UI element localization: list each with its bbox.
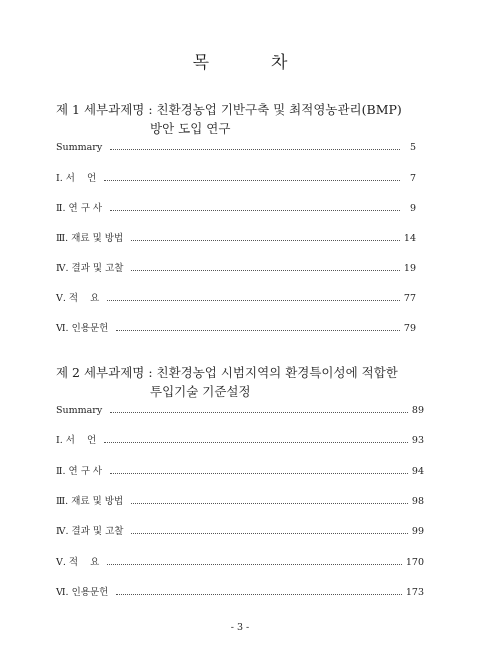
toc-entry-s1-literature[interactable] xyxy=(56,200,416,214)
toc-entry-page: 7 xyxy=(409,173,416,184)
toc-entry-s2-results[interactable] xyxy=(56,523,424,537)
toc-entry-label: Ⅲ. 재료 및 방법 xyxy=(56,233,124,244)
page-number-footer: - 3 - xyxy=(230,622,250,633)
toc-entry-label: Ⅰ. 서 언 xyxy=(56,435,97,446)
toc-entry-label: Ⅱ. 연 구 사 xyxy=(56,203,103,214)
toc-entry-s1-summary-kr[interactable] xyxy=(56,290,416,304)
toc-entry-label: Ⅲ. 재료 및 방법 xyxy=(56,496,124,507)
section-2-heading-line1: 제 2 세부과제명 : 친환경농업 시범지역의 환경특이성에 적합한 xyxy=(56,365,398,380)
toc-entry-s2-literature[interactable] xyxy=(56,463,424,477)
section-2-heading-line2: 투입기술 기준설정 xyxy=(150,384,251,399)
toc-entry-page: 173 xyxy=(405,587,424,598)
toc-entry-label: Summary xyxy=(56,405,103,416)
toc-entry-label: Ⅳ. 결과 및 고찰 xyxy=(56,263,124,274)
toc-entry-s1-introduction[interactable] xyxy=(56,170,416,184)
toc-entry-s2-summary[interactable] xyxy=(56,402,424,416)
toc-entry-s1-references[interactable] xyxy=(56,320,416,334)
toc-entry-page: 19 xyxy=(403,263,416,274)
toc-entry-label: Ⅰ. 서 언 xyxy=(56,173,97,184)
toc-entry-page: 93 xyxy=(411,435,424,446)
section-2-heading xyxy=(56,364,436,400)
toc-entry-s2-summary-kr[interactable] xyxy=(56,554,424,568)
section-1-heading-line1: 제 1 세부과제명 : 친환경농업 기반구축 및 최적영농관리(BMP) xyxy=(56,102,402,117)
toc-entry-label: Ⅴ. 적 요 xyxy=(56,557,100,568)
toc-entry-s2-introduction[interactable] xyxy=(56,432,424,446)
toc-entry-page: 5 xyxy=(409,142,416,153)
page-title-right: 차 xyxy=(271,53,288,73)
toc-entry-label: Ⅱ. 연 구 사 xyxy=(56,466,103,477)
toc-entry-s2-methods[interactable] xyxy=(56,493,424,507)
toc-entry-page: 14 xyxy=(403,233,416,244)
page-title xyxy=(0,48,480,73)
toc-entry-label: Ⅴ. 적 요 xyxy=(56,293,100,304)
toc-entry-page: 89 xyxy=(411,405,424,416)
toc-entry-page: 79 xyxy=(403,323,416,334)
toc-entry-s1-results[interactable] xyxy=(56,260,416,274)
page-title-left: 목 xyxy=(192,53,209,73)
toc-entry-label: Ⅵ. 인용문헌 xyxy=(56,323,109,334)
section-1-heading xyxy=(56,101,436,137)
toc-entry-page: 98 xyxy=(411,496,424,507)
toc-entry-s2-references[interactable] xyxy=(56,584,424,598)
toc-entry-page: 170 xyxy=(405,557,424,568)
toc-entry-page: 99 xyxy=(411,526,424,537)
toc-entry-page: 77 xyxy=(403,293,416,304)
toc-entry-s1-methods[interactable] xyxy=(56,230,416,244)
toc-entry-page: 9 xyxy=(409,203,416,214)
toc-entry-label: Ⅵ. 인용문헌 xyxy=(56,587,109,598)
section-1-heading-line2: 방안 도입 연구 xyxy=(150,121,231,136)
toc-entry-label: Summary xyxy=(56,142,103,153)
toc-entry-s1-summary[interactable] xyxy=(56,139,416,153)
toc-entry-label: Ⅳ. 결과 및 고찰 xyxy=(56,526,124,537)
toc-entry-page: 94 xyxy=(411,466,424,477)
